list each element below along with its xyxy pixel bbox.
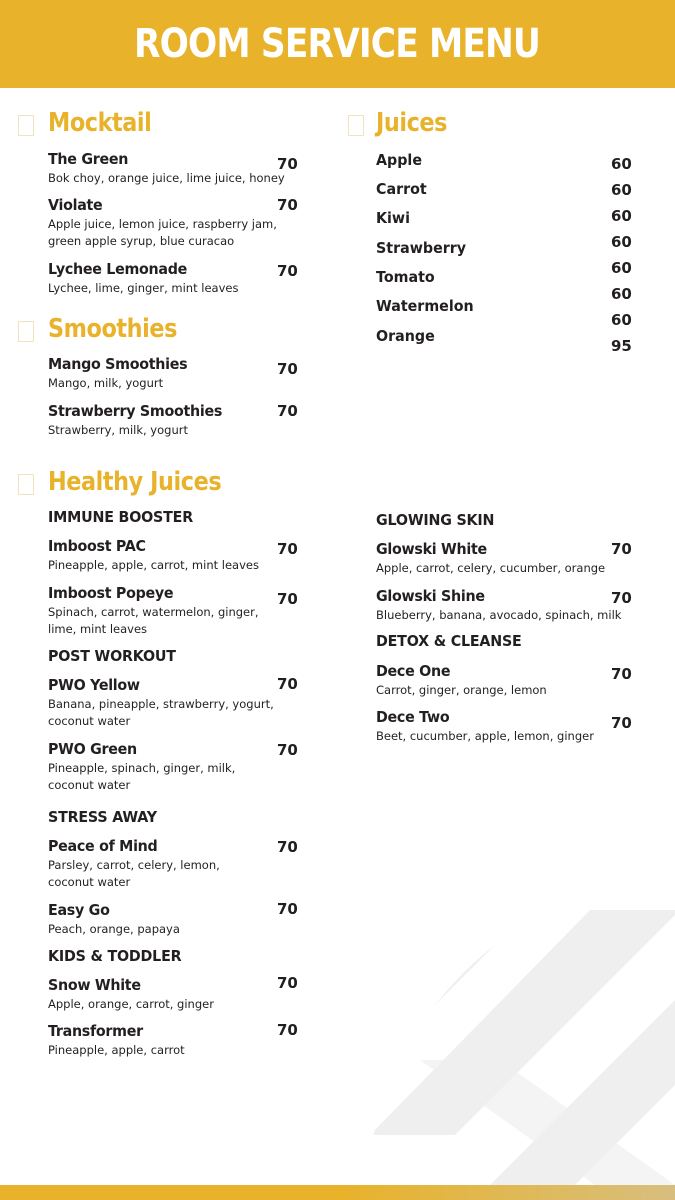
- juices-bullet-box: [348, 115, 364, 136]
- menu-item-price: 70: [277, 590, 298, 608]
- menu-item-price: 70: [277, 402, 298, 420]
- menu-item-desc: Apple juice, lemon juice, raspberry jam,: [48, 217, 277, 231]
- footer-bar: [0, 1185, 675, 1200]
- menu-item-price: 70: [611, 714, 632, 732]
- menu-item-price: 70: [277, 838, 298, 856]
- menu-item-desc: Banana, pineapple, strawberry, yogurt,: [48, 697, 274, 711]
- menu-item-desc: Pineapple, apple, carrot: [48, 1043, 185, 1057]
- juice-price: 60: [611, 311, 632, 329]
- menu-item-price: 70: [277, 540, 298, 558]
- decorative-stripes: [360, 910, 675, 1185]
- menu-item-price: 70: [277, 196, 298, 214]
- juice-price: 60: [611, 233, 632, 251]
- juice-name: Watermelon: [376, 297, 474, 315]
- menu-item-name: Lychee Lemonade: [48, 260, 188, 278]
- menu-item-price: 70: [611, 540, 632, 558]
- menu-item-price: 70: [277, 262, 298, 280]
- menu-item-desc: Parsley, carrot, celery, lemon,: [48, 858, 220, 872]
- menu-item-name: Imboost Popeye: [48, 584, 174, 602]
- menu-item-name: Mango Smoothies: [48, 355, 188, 373]
- menu-item-name: Glowski White: [376, 540, 487, 558]
- menu-item-desc: Spinach, carrot, watermelon, ginger,: [48, 605, 259, 619]
- menu-item-name: Snow White: [48, 976, 141, 994]
- category-kids-toddler: KIDS & TODDLER: [48, 947, 182, 965]
- menu-item-desc: Pineapple, apple, carrot, mint leaves: [48, 558, 259, 572]
- menu-item-desc: green apple syrup, blue curacao: [48, 234, 235, 248]
- juice-name: Kiwi: [376, 209, 410, 227]
- menu-item-desc: Beet, cucumber, apple, lemon, ginger: [376, 729, 594, 743]
- menu-item-desc: Blueberry, banana, avocado, spinach, milk: [376, 608, 622, 622]
- menu-item-name: The Green: [48, 150, 129, 168]
- menu-item-desc: Lychee, lime, ginger, mint leaves: [48, 281, 239, 295]
- menu-item-price: 70: [611, 665, 632, 683]
- juice-name: Carrot: [376, 180, 427, 198]
- juice-name: Strawberry: [376, 239, 467, 257]
- category-post-workout: POST WORKOUT: [48, 647, 176, 665]
- menu-item-price: 70: [277, 675, 298, 693]
- juice-price: 95: [611, 337, 632, 355]
- menu-item-desc: lime, mint leaves: [48, 622, 148, 636]
- menu-item-name: PWO Yellow: [48, 676, 140, 694]
- menu-item-desc: Apple, carrot, celery, cucumber, orange: [376, 561, 606, 575]
- menu-item-name: Easy Go: [48, 901, 110, 919]
- menu-item-name: Strawberry Smoothies: [48, 402, 223, 420]
- menu-item-price: 70: [277, 974, 298, 992]
- menu-item-price: 70: [611, 589, 632, 607]
- menu-item-price: 70: [277, 741, 298, 759]
- juice-price: 60: [611, 207, 632, 225]
- menu-item-name: Peace of Mind: [48, 837, 158, 855]
- menu-item-name: Glowski Shine: [376, 587, 485, 605]
- menu-item-name: Violate: [48, 196, 103, 214]
- menu-item-desc: coconut water: [48, 875, 131, 889]
- juice-price: 60: [611, 181, 632, 199]
- mocktail-bullet-box: [18, 115, 34, 136]
- header-banner: [0, 0, 675, 88]
- menu-item-price: 70: [277, 1021, 298, 1039]
- page-title: ROOM SERVICE MENU: [134, 21, 541, 67]
- menu-item-desc: coconut water: [48, 714, 131, 728]
- menu-item-desc: Bok choy, orange juice, lime juice, honey: [48, 171, 285, 185]
- mocktail-section-title: Mocktail: [48, 108, 152, 138]
- juice-name: Orange: [376, 327, 435, 345]
- category-detox-cleanse: DETOX & CLEANSE: [376, 632, 522, 650]
- menu-item-price: 70: [277, 360, 298, 378]
- menu-item-name: Imboost PAC: [48, 537, 146, 555]
- menu-item-desc: Peach, orange, papaya: [48, 922, 180, 936]
- smoothies-bullet-box: [18, 321, 34, 342]
- category-glowing-skin: GLOWING SKIN: [376, 511, 495, 529]
- menu-item-name: Dece Two: [376, 708, 450, 726]
- menu-item-price: 70: [277, 900, 298, 918]
- menu-item-name: Transformer: [48, 1022, 143, 1040]
- juice-name: Apple: [376, 151, 422, 169]
- juices-section-title: Juices: [376, 108, 448, 138]
- menu-item-name: Dece One: [376, 662, 451, 680]
- juice-price: 60: [611, 259, 632, 277]
- menu-item-desc: Apple, orange, carrot, ginger: [48, 997, 214, 1011]
- smoothies-section-title: Smoothies: [48, 314, 178, 344]
- menu-item-price: 70: [277, 155, 298, 173]
- category-immune-booster: IMMUNE BOOSTER: [48, 508, 193, 526]
- juice-price: 60: [611, 285, 632, 303]
- menu-item-desc: Strawberry, milk, yogurt: [48, 423, 188, 437]
- juice-price: 60: [611, 155, 632, 173]
- menu-item-desc: Carrot, ginger, orange, lemon: [376, 683, 547, 697]
- healthy-juices-bullet-box: [18, 474, 34, 495]
- juice-name: Tomato: [376, 268, 435, 286]
- healthy-juices-section-title: Healthy Juices: [48, 467, 222, 497]
- menu-item-desc: Pineapple, spinach, ginger, milk,: [48, 761, 236, 775]
- menu-item-name: PWO Green: [48, 740, 137, 758]
- menu-item-desc: Mango, milk, yogurt: [48, 376, 164, 390]
- menu-item-desc: coconut water: [48, 778, 131, 792]
- category-stress-away: STRESS AWAY: [48, 808, 157, 826]
